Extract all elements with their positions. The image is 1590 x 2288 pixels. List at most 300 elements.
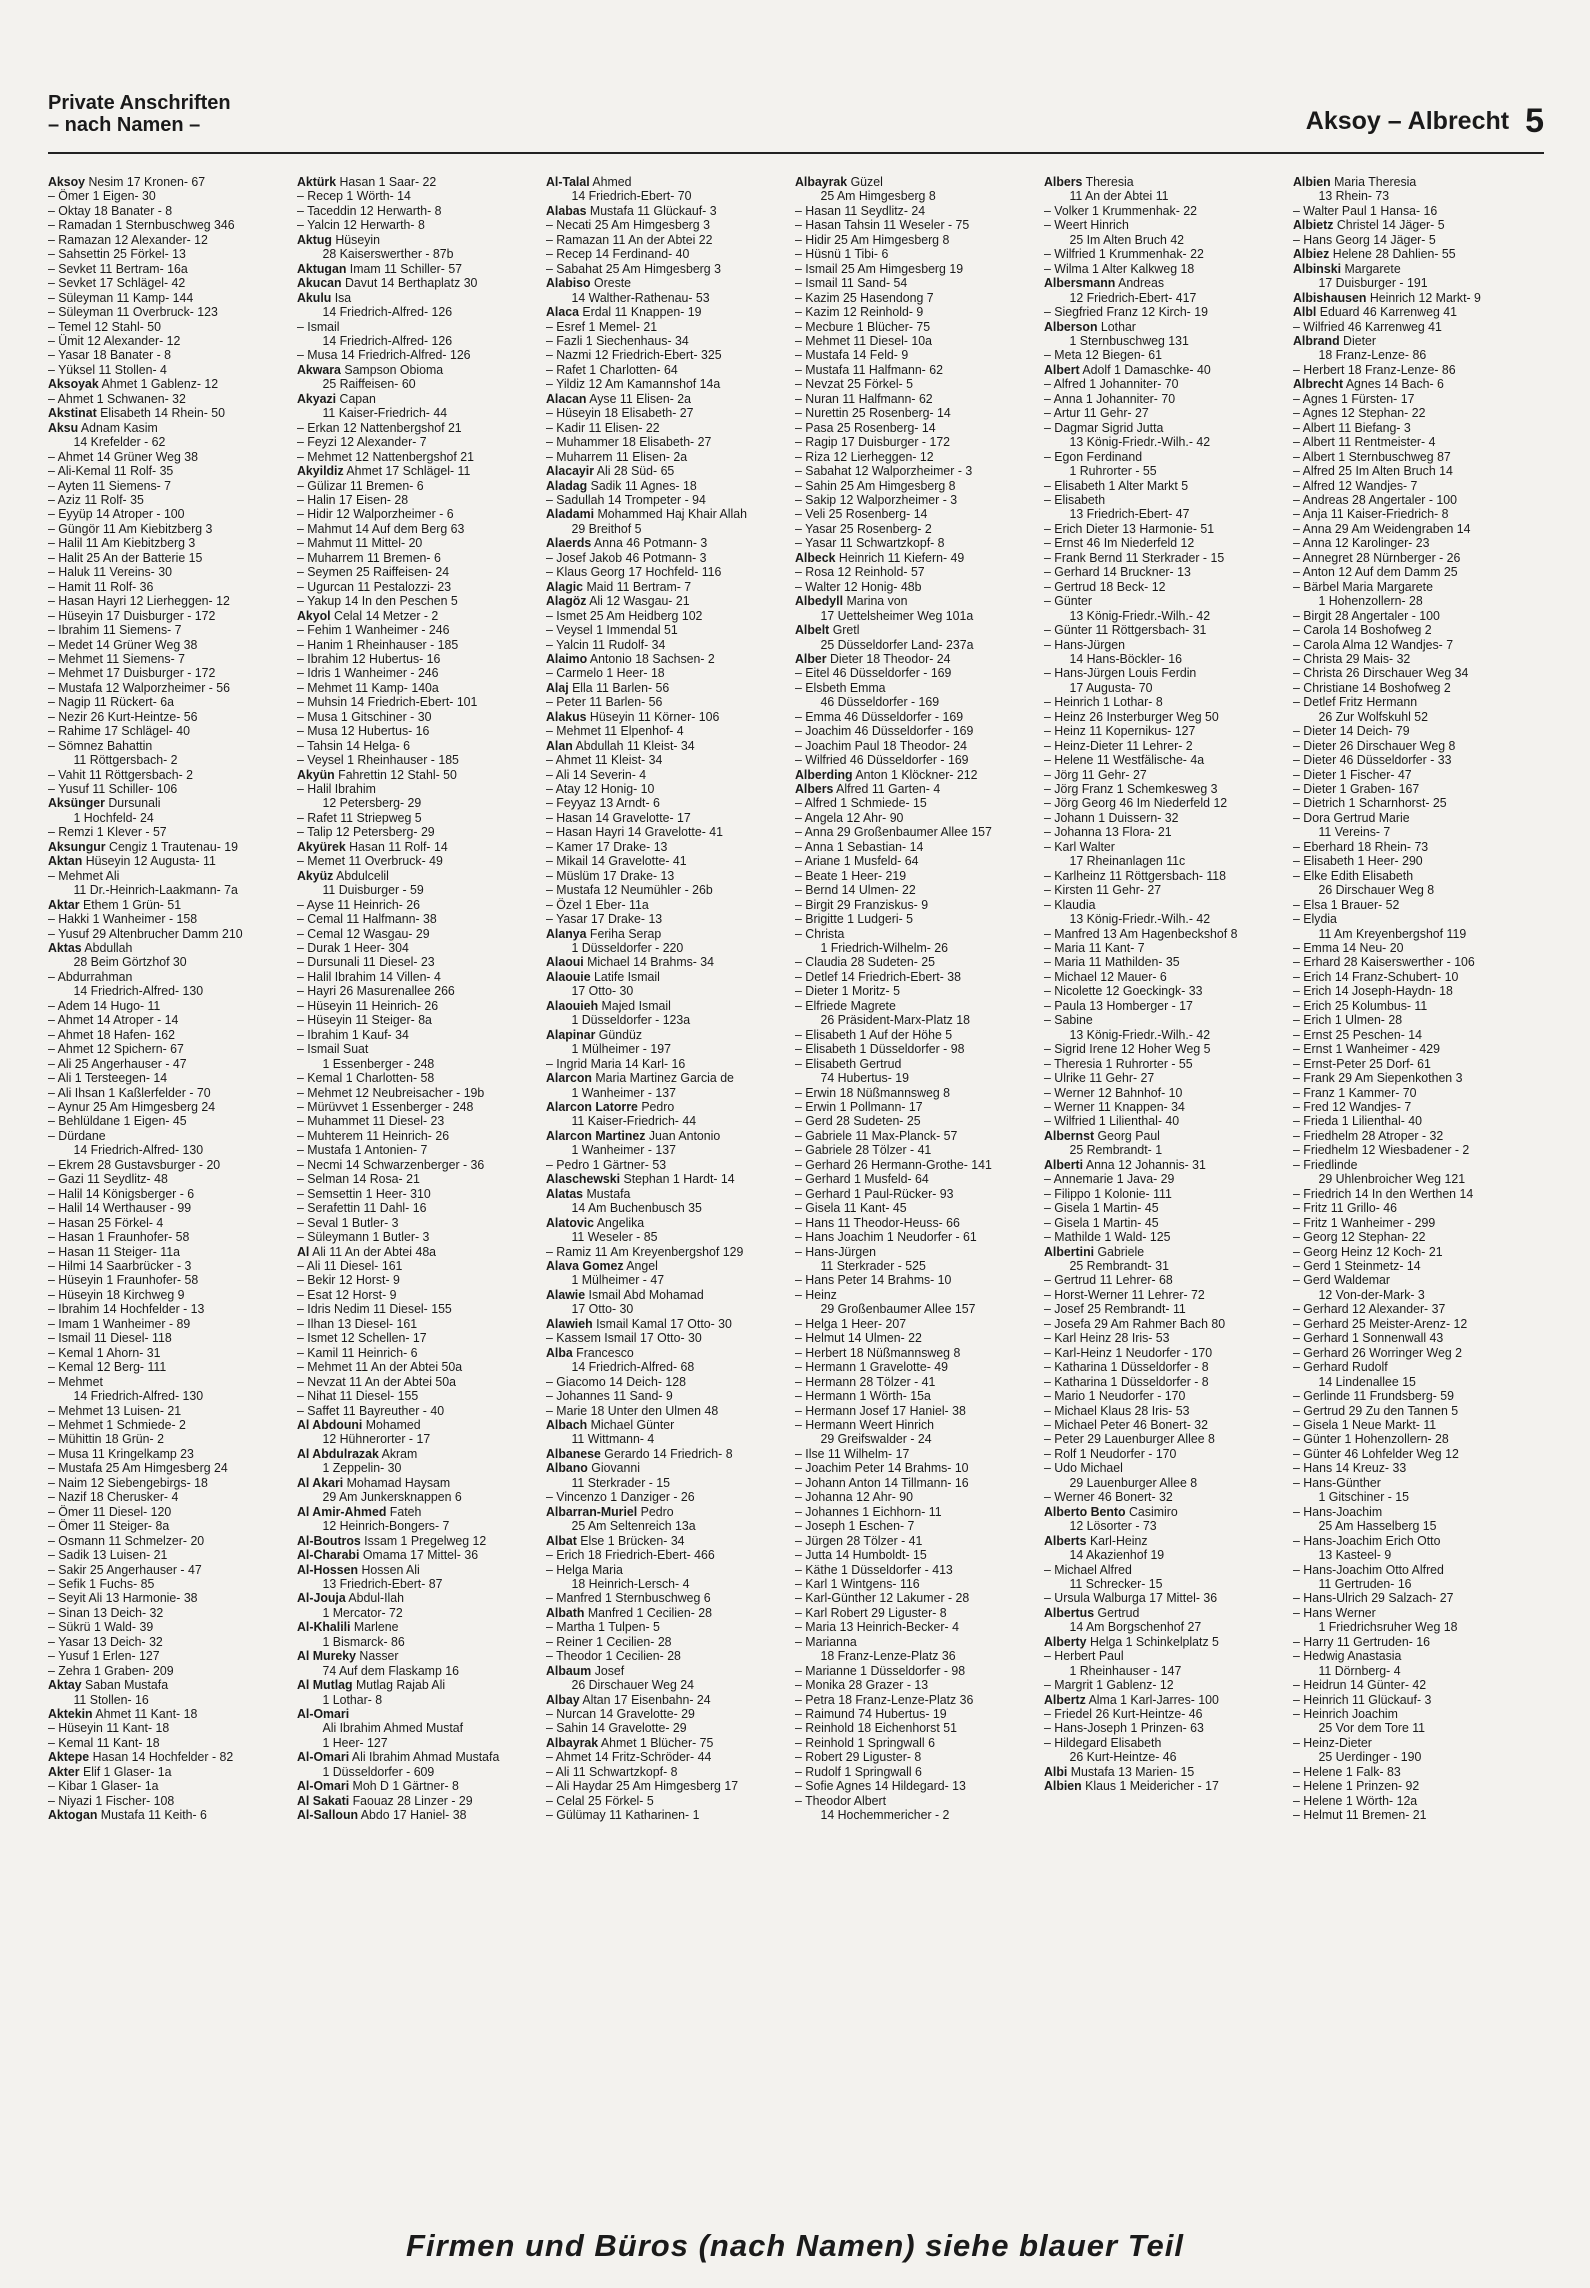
entry-text: Muhammer 18 Elisabeth- 27 [556,435,712,450]
entry-text: Siegfried Franz 12 Kirch- 19 [1054,305,1208,320]
directory-entry [795,291,1039,305]
entry-text: Ramazan 12 Alexander- 12 [58,232,208,247]
entry-text: Süleymann 1 Butler- 3 [307,1230,430,1245]
entry-text: 26 Zur Wolfskuhl 52 [1318,709,1428,724]
entry-text: 46 Düsseldorfer - 169 [820,695,940,710]
entry-text: 11 Kaiser-Friedrich- 44 [571,1114,697,1129]
entry-text: Heinz-Dieter [1303,1735,1372,1750]
entry-text: Halil Ibrahim [307,782,376,797]
directory-entry [795,1071,1039,1085]
surname: Al Sakati [297,1793,350,1808]
directory-entry [48,1288,292,1302]
directory-entry [297,450,541,464]
entry-text: Veysel 1 Immendal 51 [556,623,678,638]
entry-text: Helene 28 Dahlien- 55 [1329,247,1456,262]
directory-entry [546,1158,790,1172]
directory-entry [1293,1201,1537,1215]
directory-entry [1044,1143,1288,1157]
entry-text: Joachim Peter 14 Brahms- 10 [805,1461,969,1476]
directory-entry [48,262,292,276]
entry-text: Bärbel Maria Margarete [1303,579,1433,594]
entry-text: Sabahat 12 Walporzheimer - 3 [805,464,973,479]
directory-entry [48,869,292,883]
entry-text: Niyazi 1 Fischer- 108 [58,1793,175,1808]
directory-entry [1293,1273,1537,1287]
entry-text: Ariane 1 Musfeld- 64 [804,854,919,869]
directory-entry [48,1317,292,1331]
entry-text: Meta 12 Biegen- 61 [1054,348,1163,363]
entry-text: 1 Sternbuschweg 131 [1069,333,1189,348]
entry-text: Musa 11 Kringelkamp 23 [58,1446,194,1461]
directory-entry [546,1100,790,1114]
directory-entry [1293,782,1537,796]
entry-text: Johann Anton 14 Tillmann- 16 [805,1475,969,1490]
entry-text: Halil 14 Werthauser - 99 [58,1201,192,1216]
directory-entry [297,1302,541,1316]
entry-text: Selman 14 Rosa- 21 [307,1172,420,1187]
entry-text: Marianna [805,1634,857,1649]
entry-text: 29 Lauenburger Allee 8 [1069,1475,1198,1490]
entry-text: Maria 11 Mathilden- 35 [1054,955,1180,970]
directory-entry [546,912,790,926]
entry-text: Brigitte 1 Ludgeri- 5 [805,912,914,927]
entry-text: Alfred 12 Wandjes- 7 [1302,478,1418,493]
entry-text: Gabriele 11 Max-Planck- 57 [805,1128,958,1143]
directory-entry [48,507,292,521]
directory-entry [297,1013,541,1027]
entry-text: Sabahat 25 Am Himgesberg 3 [556,261,721,276]
entry-text: Karl 1 Wintgens- 116 [805,1576,920,1591]
entry-text: Gisela 1 Martin- 45 [1054,1201,1159,1216]
entry-text: Pedro 1 Gärtner- 53 [556,1157,667,1172]
directory-entry [1044,522,1288,536]
entry-text: Georg Paul [1094,1128,1160,1143]
entry-text: Ismail [307,319,340,334]
directory-entry [795,1505,1039,1519]
directory-entry [297,724,541,738]
directory-entry [297,348,541,362]
entry-text: Margrit 1 Gablenz- 12 [1054,1678,1174,1693]
entry-text: 13 Friedrich-Ebert- 87 [322,1576,443,1591]
surname: Akwara [297,362,341,377]
directory-entry [546,1505,790,1519]
directory-entry [546,652,790,666]
surname: Albertus [1044,1605,1095,1620]
entry-text: Elsa 1 Brauer- 52 [1303,897,1400,912]
directory-entry [297,479,541,493]
directory-entry [795,1389,1039,1403]
entry-text: Halil 11 Am Kiebitzberg 3 [58,536,196,551]
directory-entry [48,1476,292,1490]
entry-text: 1 Essenberger - 248 [322,1056,435,1071]
directory-entry [48,796,292,810]
directory-entry [297,898,541,912]
directory-entry [1293,1259,1537,1273]
directory-entry [297,377,541,391]
entry-text: Petra 18 Franz-Lenze-Platz 36 [805,1692,974,1707]
directory-entry [546,1765,790,1779]
entry-text: Michael 12 Mauer- 6 [1054,969,1167,984]
entry-text: Sefik 1 Fuchs- 85 [58,1576,155,1591]
directory-entry [1044,1635,1288,1649]
entry-text: Nurettin 25 Rosenberg- 14 [805,406,951,421]
surname: Alarcon Martinez [546,1128,646,1143]
entry-text: Annegret 28 Nürnberger - 26 [1302,550,1461,565]
entry-text: Mustafa 11 Halfmann- 62 [805,362,943,377]
entry-text: Dieter 1 Graben- 167 [1303,782,1420,797]
directory-entry [48,1461,292,1475]
entry-text: Maria 13 Heinrich-Becker- 4 [805,1620,959,1635]
entry-text: Birgit 28 Angertaler - 100 [1303,608,1440,623]
entry-text: Yusuf 1 Erlen- 127 [58,1649,160,1664]
entry-text: Mehmet 17 Duisburger - 172 [58,666,216,681]
surname: Alan [546,738,573,753]
directory-entry [48,1591,292,1605]
directory-entry [48,1765,292,1779]
entry-text: Ramiz 11 Am Kreyenbergshof 129 [556,1244,744,1259]
entry-text: Sahin 14 Gravelotte- 29 [556,1721,687,1736]
directory-entry [48,912,292,926]
directory-entry [297,1317,541,1331]
directory-entry [48,1432,292,1446]
directory-entry [546,609,790,623]
directory-entry [1044,1534,1288,1548]
entry-text: Dieter 14 Deich- 79 [1303,724,1410,739]
directory-entry [795,883,1039,897]
entry-text: Erich 14 Franz-Schubert- 10 [1303,969,1459,984]
entry-text: Kamil 11 Heinrich- 6 [307,1345,418,1360]
directory-entry [1293,580,1537,594]
entry-text: Franz 1 Kammer- 70 [1303,1085,1417,1100]
directory-column [795,175,1044,2205]
entry-text: Abdulcelil [333,868,389,883]
directory-entry [1044,724,1288,738]
surname: Alawie [546,1287,586,1302]
entry-text: Mustafa 13 Marien- 15 [1067,1764,1195,1779]
surname: Al-Hossen [297,1562,359,1577]
surname: Al [297,1244,310,1259]
entry-text: Ernst 46 Im Niederfeld 12 [1054,536,1195,551]
entry-text: Hans Peter 14 Brahms- 10 [805,1273,952,1288]
entry-text: Elisabeth 1 Auf der Höhe 5 [805,1027,953,1042]
directory-entry [1044,768,1288,782]
directory-entry [1293,233,1537,247]
entry-text: Kazim 12 Reinhold- 9 [805,305,924,320]
entry-text: Nevzat 25 Förkel- 5 [805,377,913,392]
directory-entry [1293,681,1537,695]
directory-entry [1044,464,1288,478]
directory-entry [546,334,790,348]
entry-text: Kemal 12 Berg- 111 [58,1360,167,1375]
entry-text: Hidir 12 Walporzheimer - 6 [307,507,454,522]
directory-entry [297,1245,541,1259]
entry-text: Elisabeth 1 Heer- 290 [1303,854,1423,869]
directory-entry [546,262,790,276]
directory-entry [546,1360,790,1374]
entry-text: Hermann 28 Tölzer - 41 [805,1374,936,1389]
surname: Alarcon [546,1071,592,1086]
directory-entry [1044,334,1288,348]
entry-text: Ali 28 Süd- 65 [594,464,675,479]
directory-entry [1044,175,1288,189]
directory-entry [48,363,292,377]
entry-text: 11 Sterkrader - 15 [571,1475,671,1490]
directory-entry [1044,1302,1288,1316]
directory-entry [297,421,541,435]
directory-entry [48,204,292,218]
directory-entry [297,320,541,334]
directory-entry [795,1678,1039,1692]
entry-text: Karl Robert 29 Liguster- 8 [805,1605,947,1620]
directory-entry [48,1635,292,1649]
surname: Alaouieh [546,998,599,1013]
directory-entry [1293,1042,1537,1056]
entry-text: Atay 12 Honig- 10 [555,782,655,797]
directory-entry [297,507,541,521]
directory-entry [297,1172,541,1186]
directory-entry [297,1779,541,1793]
entry-text: Ali Ihsan 1 Kaßlerfelder - 70 [57,1085,211,1100]
entry-text: Maria 11 Kant- 7 [1054,941,1145,956]
directory-entry [1044,638,1288,652]
directory-entry [1293,970,1537,984]
directory-entry [1293,1750,1537,1764]
entry-text: Karl-Günther 12 Lakumer - 28 [805,1591,970,1606]
entry-text: Abdullah [81,941,133,956]
entry-text: Rolf 1 Neudorfer - 170 [1054,1446,1177,1461]
directory-entry [1044,927,1288,941]
directory-entry [795,493,1039,507]
directory-entry [795,898,1039,912]
directory-entry [1293,1563,1537,1577]
entry-text: Giovanni [587,1461,640,1476]
directory-entry [1044,262,1288,276]
directory-entry [48,695,292,709]
entry-text: Yalcin 11 Rudolf- 34 [556,637,666,652]
directory-entry [795,392,1039,406]
directory-entry [795,1649,1039,1663]
directory-entry [795,1346,1039,1360]
entry-text: 11 Kaiser-Friedrich- 44 [322,406,448,421]
directory-entry [1293,1620,1537,1634]
entry-text: 29 Großenbaumer Allee 157 [820,1302,976,1317]
entry-text: Gülümay 11 Katharinen- 1 [556,1808,700,1823]
directory-entry [795,1216,1039,1230]
entry-text: Heinz 11 Kopernikus- 127 [1054,724,1196,739]
directory-entry [795,1779,1039,1793]
directory-entry [1293,825,1537,839]
directory-entry [795,1143,1039,1157]
entry-text: Ismail 11 Sand- 54 [805,276,908,291]
entry-text: Yusuf 11 Schiller- 106 [58,782,178,797]
directory-entry [297,1721,541,1735]
directory-entry [297,1519,541,1533]
entry-text: Frieda 1 Lilienthal- 40 [1303,1114,1422,1129]
entry-text: Mehmet 11 Kamp- 140a [307,680,439,695]
entry-text: Cemal 11 Halfmann- 38 [307,912,437,927]
entry-text: Ahmet 18 Hafen- 162 [57,1027,175,1042]
entry-text: Hüseyin 18 Kirchweg 9 [58,1287,185,1302]
surname: Albersmann [1044,276,1116,291]
directory-entry [546,1779,790,1793]
entry-text: Anna 1 Sebastian- 14 [804,839,924,854]
directory-entry [297,1736,541,1750]
directory-entry [546,291,790,305]
entry-text: Ali 25 Angerhauser - 47 [57,1056,187,1071]
directory-entry [546,507,790,521]
surname: Aktürk [297,175,337,189]
directory-entry [48,406,292,420]
directory-entry [1293,1028,1537,1042]
entry-text: 1 Mülheimer - 197 [571,1042,671,1057]
entry-text: Wilfried 1 Krummenhak- 22 [1054,247,1204,262]
entry-text: Hans-Jürgen Louis Ferdin [1054,666,1197,681]
surname: Albay [546,1692,580,1707]
entry-text: 11 Dr.-Heinrich-Laakmann- 7a [73,883,238,898]
entry-text: Capan [336,391,376,406]
entry-text: Fred 12 Wandjes- 7 [1303,1100,1412,1114]
directory-entry [297,1143,541,1157]
surname: Albien [1293,175,1331,189]
entry-text: Karl-Heinz [1086,1533,1148,1548]
entry-text: 1 Friedrich-Wilhelm- 26 [820,941,949,956]
directory-entry [1044,1259,1288,1273]
entry-text: Faouaz 28 Linzer - 29 [349,1793,473,1808]
entry-text: Heinz [805,1287,837,1302]
entry-text: Friedhelm 28 Atroper - 32 [1303,1128,1444,1143]
entry-text: 28 Beim Görtzhof 30 [73,955,187,970]
directory-entry [48,1071,292,1085]
directory-entry [48,1360,292,1374]
entry-text: Durak 1 Heer- 304 [307,941,409,956]
surname: Alaouie [546,969,591,984]
directory-entry [795,1331,1039,1345]
directory-entry [48,1042,292,1056]
directory-entry [795,1245,1039,1259]
entry-text: Osmann 11 Schmelzer- 20 [58,1533,205,1548]
directory-entry [1044,1678,1288,1692]
directory-entry [795,1693,1039,1707]
surname: Alagic [546,579,584,594]
entry-text: Johanna 13 Flora- 21 [1054,825,1172,840]
directory-entry [1044,1779,1288,1793]
entry-text: Mohamed [362,1417,421,1432]
directory-entry [795,1664,1039,1678]
entry-text: Ali 12 Wasgau- 21 [586,594,690,609]
entry-text: Dieter 46 Düsseldorfer - 33 [1303,753,1452,768]
directory-entry [1044,392,1288,406]
surname: Albayrak [795,175,848,189]
directory-entry [48,1534,292,1548]
entry-text: Mehmet 11 Diesel- 10a [805,333,932,348]
directory-entry [795,276,1039,290]
entry-text: 18 Franz-Lenze- 86 [1318,348,1427,363]
surname: Al Mutlag [297,1678,353,1693]
directory-entry [546,1432,790,1446]
directory-entry [546,869,790,883]
directory-entry [546,320,790,334]
directory-entry [546,1259,790,1273]
entry-text: Beate 1 Heer- 219 [805,868,907,883]
directory-entry [48,825,292,839]
entry-text: Hüseyin 12 Augusta- 11 [82,854,216,869]
directory-entry [297,1649,541,1663]
directory-column [546,175,795,2205]
directory-entry [1044,1086,1288,1100]
entry-text: Riza 12 Lierheggen- 12 [805,449,934,464]
directory-entry [1293,334,1537,348]
entry-text: 1 Bismarck- 86 [322,1634,405,1649]
surname: Albi [1044,1764,1068,1779]
directory-entry [1044,710,1288,724]
directory-entry [546,551,790,565]
entry-text: 12 Lösorter - 73 [1069,1519,1157,1534]
entry-text: Yasar 25 Rosenberg- 2 [805,521,932,536]
entry-text: Sabine [1054,1013,1093,1028]
directory-entry [1293,479,1537,493]
directory-entry [297,551,541,565]
surname: Alaerds [546,536,592,551]
surname: Al Akari [297,1475,344,1490]
entry-text: Hasan 11 Seydlitz- 24 [805,203,926,218]
directory-entry [1293,898,1537,912]
entry-text: Georg 12 Stephan- 22 [1303,1230,1426,1245]
name-range-title [1306,102,1544,141]
directory-entry [297,1707,541,1721]
directory-entry [795,1808,1039,1822]
entry-text: 11 Röttgersbach- 2 [73,753,178,768]
directory-entry [1044,291,1288,305]
entry-text: Anna 46 Potmann- 3 [591,536,708,551]
directory-entry [1293,1693,1537,1707]
directory-entry [795,927,1039,941]
surname: Alaoui [546,955,584,970]
surname: Al-Charabi [297,1548,360,1563]
directory-entry [1044,623,1288,637]
entry-text: Dora Gertrud Marie [1303,810,1410,825]
entry-text: Kibar 1 Glaser- 1a [58,1779,159,1794]
entry-text: Wilma 1 Alter Kalkweg 18 [1054,261,1195,276]
directory-entry [1044,1129,1288,1143]
directory-entry [795,609,1039,623]
entry-text: Hans-Jürgen [805,1244,876,1259]
entry-text: 13 König-Friedr.-Wilh.- 42 [1069,435,1211,450]
surname: Albert [1044,362,1080,377]
directory-entry [297,1563,541,1577]
entry-text: Ragip 17 Duisburger - 172 [805,435,951,450]
surname: Albertz [1044,1692,1086,1707]
directory-entry [297,681,541,695]
entry-text: Gerlinde 11 Frundsberg- 59 [1303,1389,1454,1404]
entry-text: Nesim 17 Kronen- 67 [85,175,206,189]
entry-text: Mathilde 1 Wald- 125 [1054,1230,1171,1245]
entry-text: Klaudia [1054,897,1096,912]
directory-entry [48,1606,292,1620]
surname: Albarran-Muriel [546,1504,638,1519]
directory-entry [795,1519,1039,1533]
directory-entry [297,1577,541,1591]
entry-text: Marie 18 Unter den Ulmen 48 [556,1403,719,1418]
directory-entry [1044,450,1288,464]
entry-text: Angel [623,1258,658,1273]
entry-text: Yakup 14 In den Peschen 5 [307,594,458,609]
entry-text: Hermann 1 Gravelotte- 49 [805,1360,948,1375]
entry-text: Helene 1 Prinzen- 92 [1303,1779,1420,1794]
entry-text: Alfred 11 Garten- 4 [833,782,941,797]
directory-entry [1044,1172,1288,1186]
directory-entry [1293,796,1537,810]
entry-text: Celal 25 Förkel- 5 [556,1793,654,1808]
